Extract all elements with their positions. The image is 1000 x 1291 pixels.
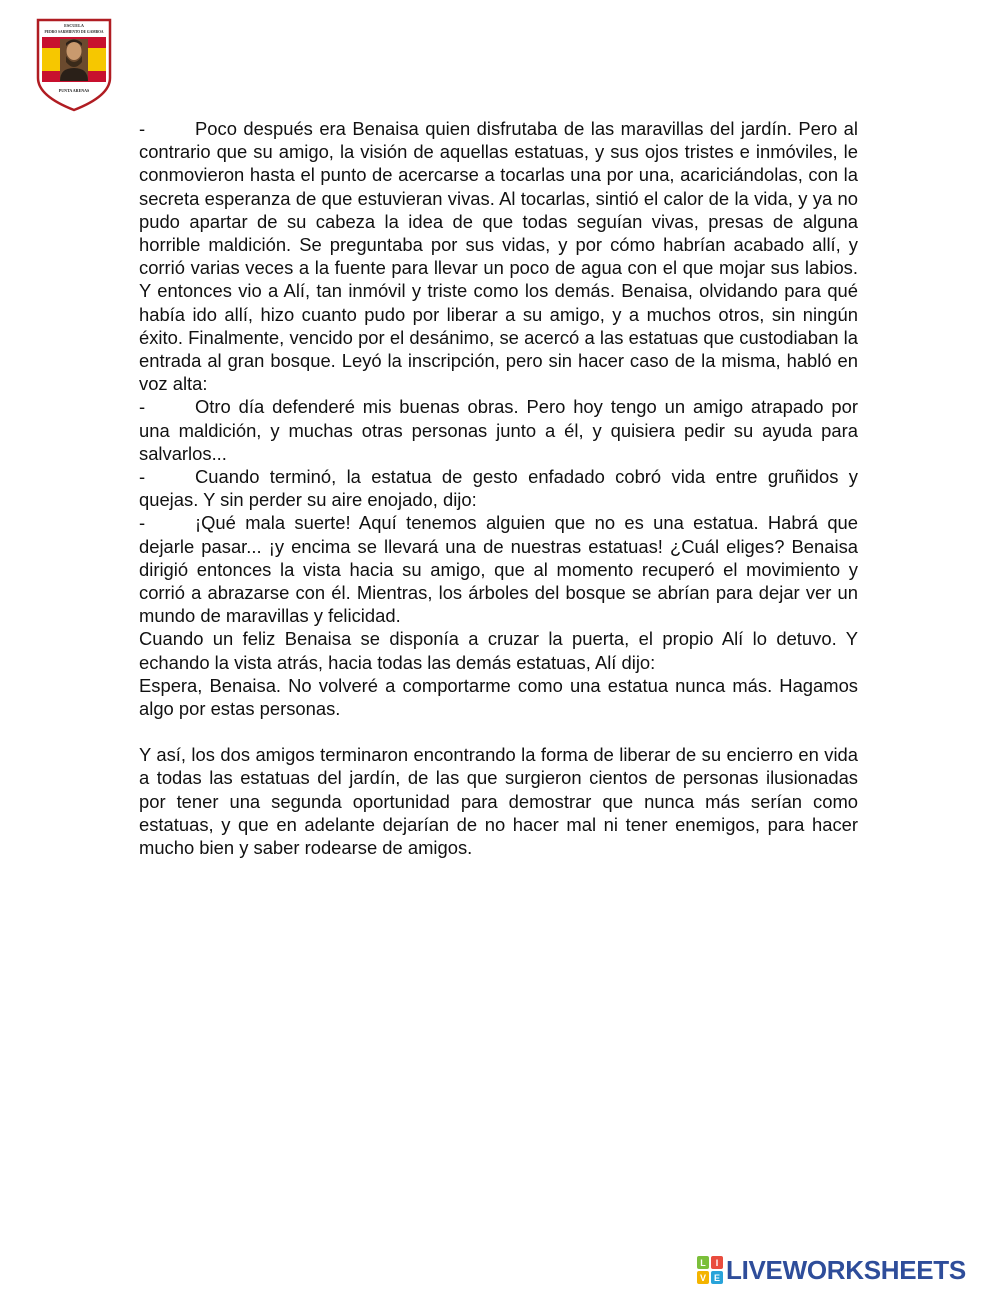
logo-letter-i: I bbox=[715, 1258, 719, 1268]
live-logo-icon bbox=[697, 1256, 723, 1284]
logo-letter-l: L bbox=[700, 1258, 706, 1268]
school-crest-logo bbox=[36, 18, 112, 112]
paragraph-text: Espera, Benaisa. No volveré a comportarme como una estatua nunca más. Hagamos algo por estas personas. bbox=[139, 674, 858, 720]
paragraph-text: ¡Qué mala suerte! Aquí tenemos alguien que no es una estatua. Habrá que dejarle pasar... ¡y encima se llevará una de nuestras estatuas! ¿Cuál eliges? Benaisa dirigió entonces la vista hacia su amigo, que al momento recuperó el movimiento y corrió a abrazarse con él. Mientras, los árboles del bosque se abrían para dejar ver un mundo de maravillas y felicidad. bbox=[139, 512, 858, 627]
story-paragraph bbox=[139, 395, 858, 465]
crest-top-text-2: PEDRO SARMIENTO DE GAMBOA bbox=[44, 30, 104, 34]
logo-letter-v: V bbox=[699, 1273, 707, 1283]
dialogue-dash: - bbox=[139, 466, 146, 488]
dialogue-dash: - bbox=[139, 396, 146, 418]
story-paragraph bbox=[139, 627, 858, 673]
dialogue-dash: - bbox=[139, 118, 146, 139]
dialogue-dash: - bbox=[139, 512, 146, 534]
story-paragraph bbox=[139, 465, 858, 511]
paragraph-text: Y así, los dos amigos terminaron encontrando la forma de liberar de su encierro en vida a todas las estatuas del jardín, de las que surgieron cientos de personas ilusionadas por tener una segunda oportunidad para demostrar que nunca más serían como estatuas, y que en adelante dejarían de no hacer mal ni tener enemigos, para hacer mucho bien y saber rodearse de amigos. bbox=[139, 744, 858, 859]
story-paragraph bbox=[139, 511, 858, 627]
paragraph-text: Otro día defenderé mis buenas obras. Pero hoy tengo un amigo atrapado por una maldición, y muchas otras personas junto a él, y quisiera pedir su ayuda para salvarlos... bbox=[139, 396, 858, 464]
liveworksheets-brand bbox=[697, 1255, 966, 1285]
crest-bottom-text: PUNTA ARENAS bbox=[58, 88, 90, 93]
crest-top-text-1: ESCUELA bbox=[64, 23, 84, 28]
paragraph-text: Cuando terminó, la estatua de gesto enfadado cobró vida entre gruñidos y quejas. Y sin perder su aire enojado, dijo: bbox=[139, 466, 858, 511]
story-paragraph bbox=[139, 674, 858, 720]
story-paragraph bbox=[139, 743, 858, 859]
story-text bbox=[139, 117, 858, 859]
paragraph-gap bbox=[139, 720, 858, 743]
brand-name: LIVEWORKSHEETS bbox=[726, 1254, 966, 1285]
logo-letter-e: E bbox=[713, 1273, 721, 1283]
paragraph-text: Cuando un feliz Benaisa se disponía a cruzar la puerta, el propio Alí lo detuvo. Y echando la vista atrás, hacia todas las demás estatuas, Alí dijo: bbox=[139, 628, 858, 673]
story-paragraph bbox=[139, 117, 858, 395]
paragraph-text: Poco después era Benaisa quien disfrutaba de las maravillas del jardín. Pero al contrario que su amigo, la visión de aquellas estatuas, y sus ojos tristes e inmóviles, le conmovieron hasta el punto de acercarse a tocarlas una por una, acariciándolas, con la secreta esperanza de que estuvieran vivas. Al tocarlas, sintió el calor de la vida, y ya no pudo apartar de su cabeza la idea de que todas seguían vivas, presas de alguna horrible maldición. Se preguntaba por sus vidas, y por cómo habrían acabado allí, y corrió varias veces a la fuente para llevar un poco de agua con el que mojar sus labios. Y entonces vio a Alí, tan inmóvil y triste como los demás. Benaisa, olvidando para qué había ido allí, hizo cuanto pudo por liberar a su amigo, y a muchos otros, sin ningún éxito. Finalmente, vencido por el desánimo, se acercó a las estatuas que custodiaban la entrada al gran bosque. Leyó la inscripción, pero sin hacer caso de la misma, habló en voz alta: bbox=[139, 118, 858, 395]
portrait-icon bbox=[60, 39, 88, 81]
